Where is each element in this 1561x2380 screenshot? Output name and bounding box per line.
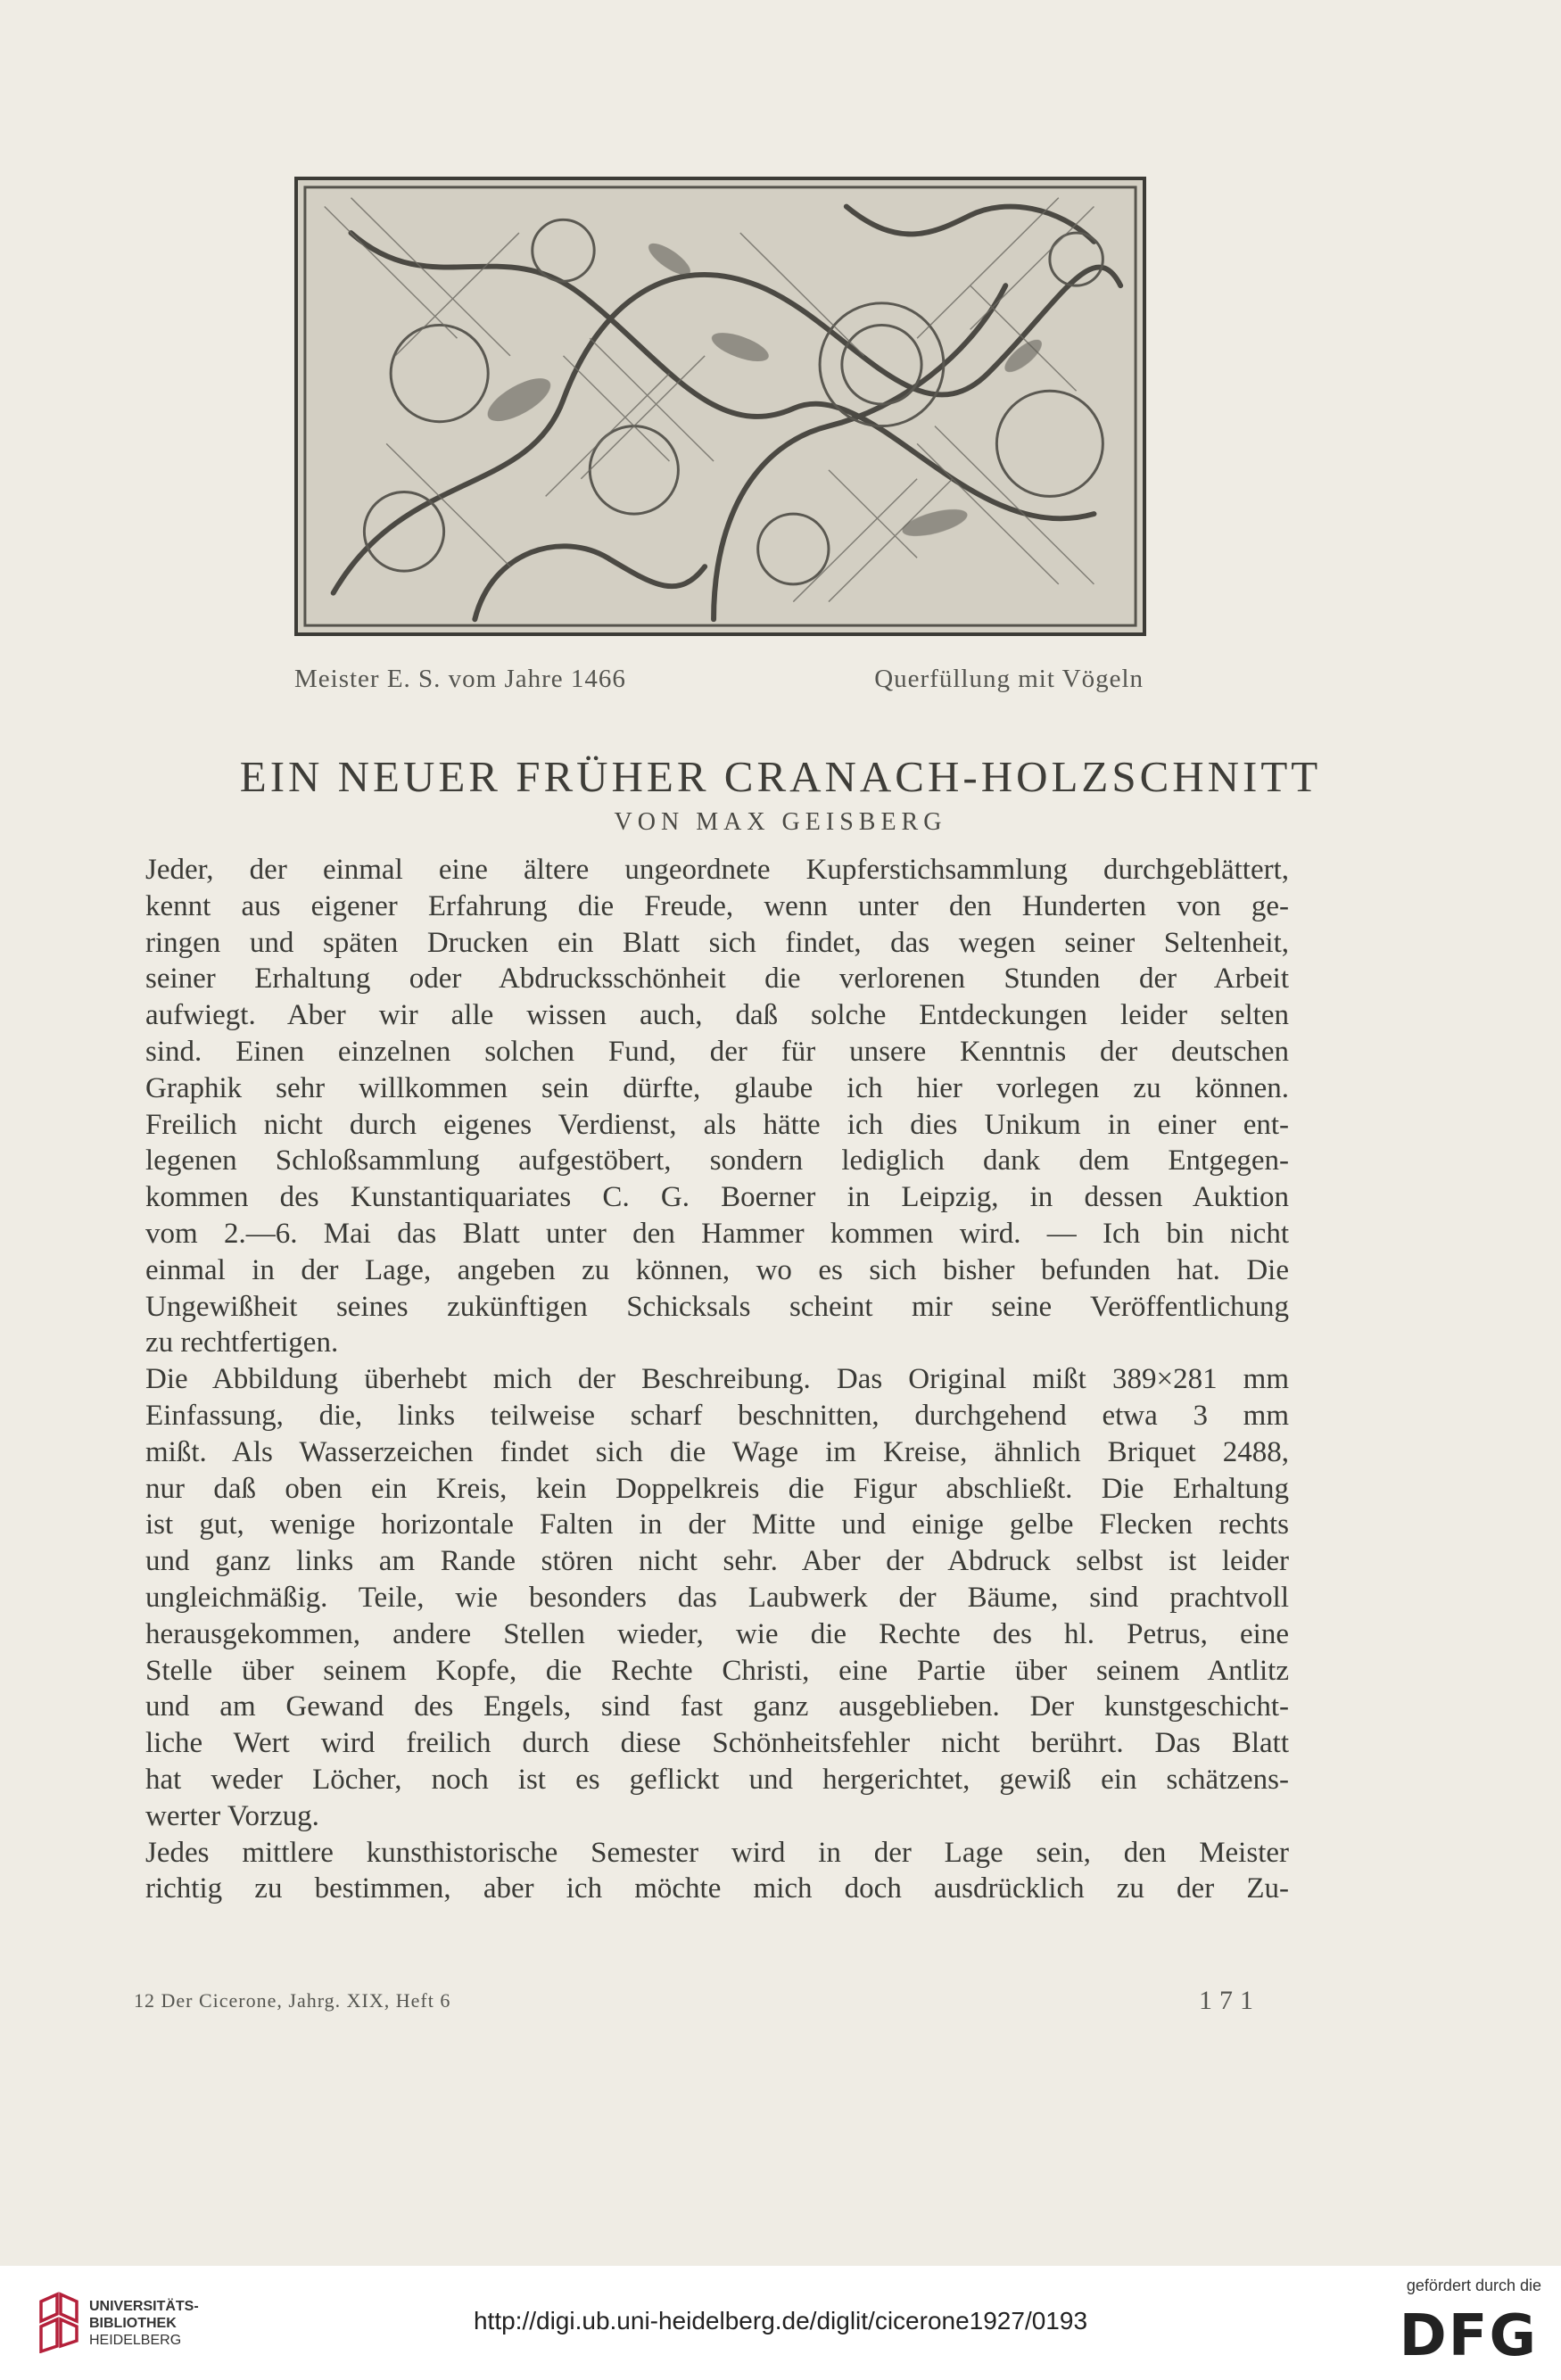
text-line: ungleichmäßig. Teile, wie besonders das Laubwerk der Bäume, sind prachtvoll	[145, 1581, 1289, 1614]
viewer-bottom-bar	[0, 2266, 1561, 2380]
text-line: ist gut, wenige horizontale Falten in der Mitte und einige gelbe Flecken rechts	[145, 1508, 1289, 1541]
library-name-line1: UNIVERSITÄTS-	[89, 2299, 199, 2314]
text-line: ringen und späten Drucken ein Blatt sich findet, das wegen seiner Seltenheit,	[145, 926, 1289, 959]
text-line: Graphik sehr willkommen sein dürfte, glaube ich hier vorlegen zu können.	[145, 1071, 1289, 1104]
text-line: seiner Erhaltung oder Abdrucksschönheit die verlorenen Stunden der Arbeit	[145, 963, 1289, 996]
text-line: werter Vorzug.	[145, 1799, 319, 1832]
text-line: einmal in der Lage, angeben zu können, wo es sich bisher befunden hat. Die	[145, 1253, 1289, 1286]
sponsor-label: gefördert durch die	[1406, 2277, 1541, 2294]
text-line: aufwiegt. Aber wir alle wissen auch, daß solche Entdeckungen leider selten	[145, 999, 1289, 1032]
library-name-line2: BIBLIOTHEK	[89, 2316, 177, 2331]
text-line: liche Wert wird freilich durch diese Schönheitsfehler nicht berührt. Das Blatt	[145, 1727, 1289, 1760]
text-line: kennt aus eigener Erfahrung die Freude, wenn unter den Hunderten von ge-	[145, 889, 1289, 922]
article-title: EIN NEUER FRÜHER CRANACH-HOLZSCHNITT	[239, 752, 1322, 801]
text-line: hat weder Löcher, noch ist es geflickt und hergerichtet, gewiß ein schätzens-	[145, 1763, 1289, 1796]
text-line: Freilich nicht durch eigenes Verdienst, als hätte ich dies Unikum in einer ent-	[145, 1108, 1289, 1141]
permalink-url[interactable]: http://digi.ub.uni-heidelberg.de/diglit/cicerone1927/0193	[473, 2307, 1088, 2335]
text-line: Stelle über seinem Kopfe, die Rechte Christi, eine Partie über seinem Antlitz	[145, 1654, 1289, 1687]
text-line: vom 2.—6. Mai das Blatt unter den Hammer kommen wird. — Ich bin nicht	[145, 1217, 1289, 1250]
text-line: herausgekommen, andere Stellen wieder, wie die Rechte des hl. Petrus, eine	[145, 1617, 1289, 1650]
text-line: Die Abbildung überhebt mich der Beschreibung. Das Original mißt 389×281 mm	[145, 1363, 1289, 1396]
text-line: richtig zu bestimmen, aber ich möchte mich doch ausdrücklich zu der Zu-	[145, 1872, 1289, 1905]
text-line: sind. Einen einzelnen solchen Fund, der für unsere Kenntnis der deutschen	[145, 1035, 1289, 1068]
text-line: mißt. Als Wasserzeichen findet sich die Wage im Kreise, ähnlich Briquet 2488,	[145, 1435, 1289, 1468]
ornamental-engraving-image	[294, 177, 1146, 636]
image-caption-left: Meister E. S. vom Jahre 1466	[294, 665, 626, 693]
text-line: legenen Schloßsammlung aufgestöbert, sondern lediglich dank dem Entgegen-	[145, 1145, 1289, 1178]
text-line: zu rechtfertigen.	[145, 1326, 339, 1359]
text-line: und am Gewand des Engels, sind fast ganz ausgeblieben. Der kunstgeschicht-	[145, 1690, 1289, 1723]
image-caption-right: Querfüllung mit Vögeln	[874, 665, 1144, 693]
journal-reference: 12 Der Cicerone, Jahrg. XIX, Heft 6	[134, 1989, 451, 2012]
article-body	[145, 852, 1289, 1907]
dfg-logo[interactable]: DFG	[1399, 2303, 1538, 2369]
text-line: Jedes mittlere kunsthistorische Semester wird in der Lage sein, den Meister	[145, 1836, 1289, 1869]
text-line: und ganz links am Rande stören nicht sehr. Aber der Abdruck selbst ist leider	[145, 1545, 1289, 1578]
page-number: 171	[1199, 1986, 1260, 2015]
text-line: nur daß oben ein Kreis, kein Doppelkreis die Figur abschließt. Die Erhaltung	[145, 1472, 1289, 1505]
text-line: kommen des Kunstantiquariates C. G. Boerner in Leipzig, in dessen Auktion	[145, 1181, 1289, 1214]
library-name-line3: HEIDELBERG	[89, 2333, 182, 2348]
text-line: Einfassung, die, links teilweise scharf beschnitten, durchgehend etwa 3 mm	[145, 1399, 1289, 1432]
text-line: Jeder, der einmal eine ältere ungeordnete Kupferstichsammlung durchgeblättert,	[145, 854, 1289, 886]
text-line: Ungewißheit seines zukünftigen Schicksals scheint mir seine Veröffentlichung	[145, 1290, 1289, 1323]
article-byline: VON MAX GEISBERG	[614, 808, 947, 836]
engraving-artwork	[298, 180, 1143, 632]
